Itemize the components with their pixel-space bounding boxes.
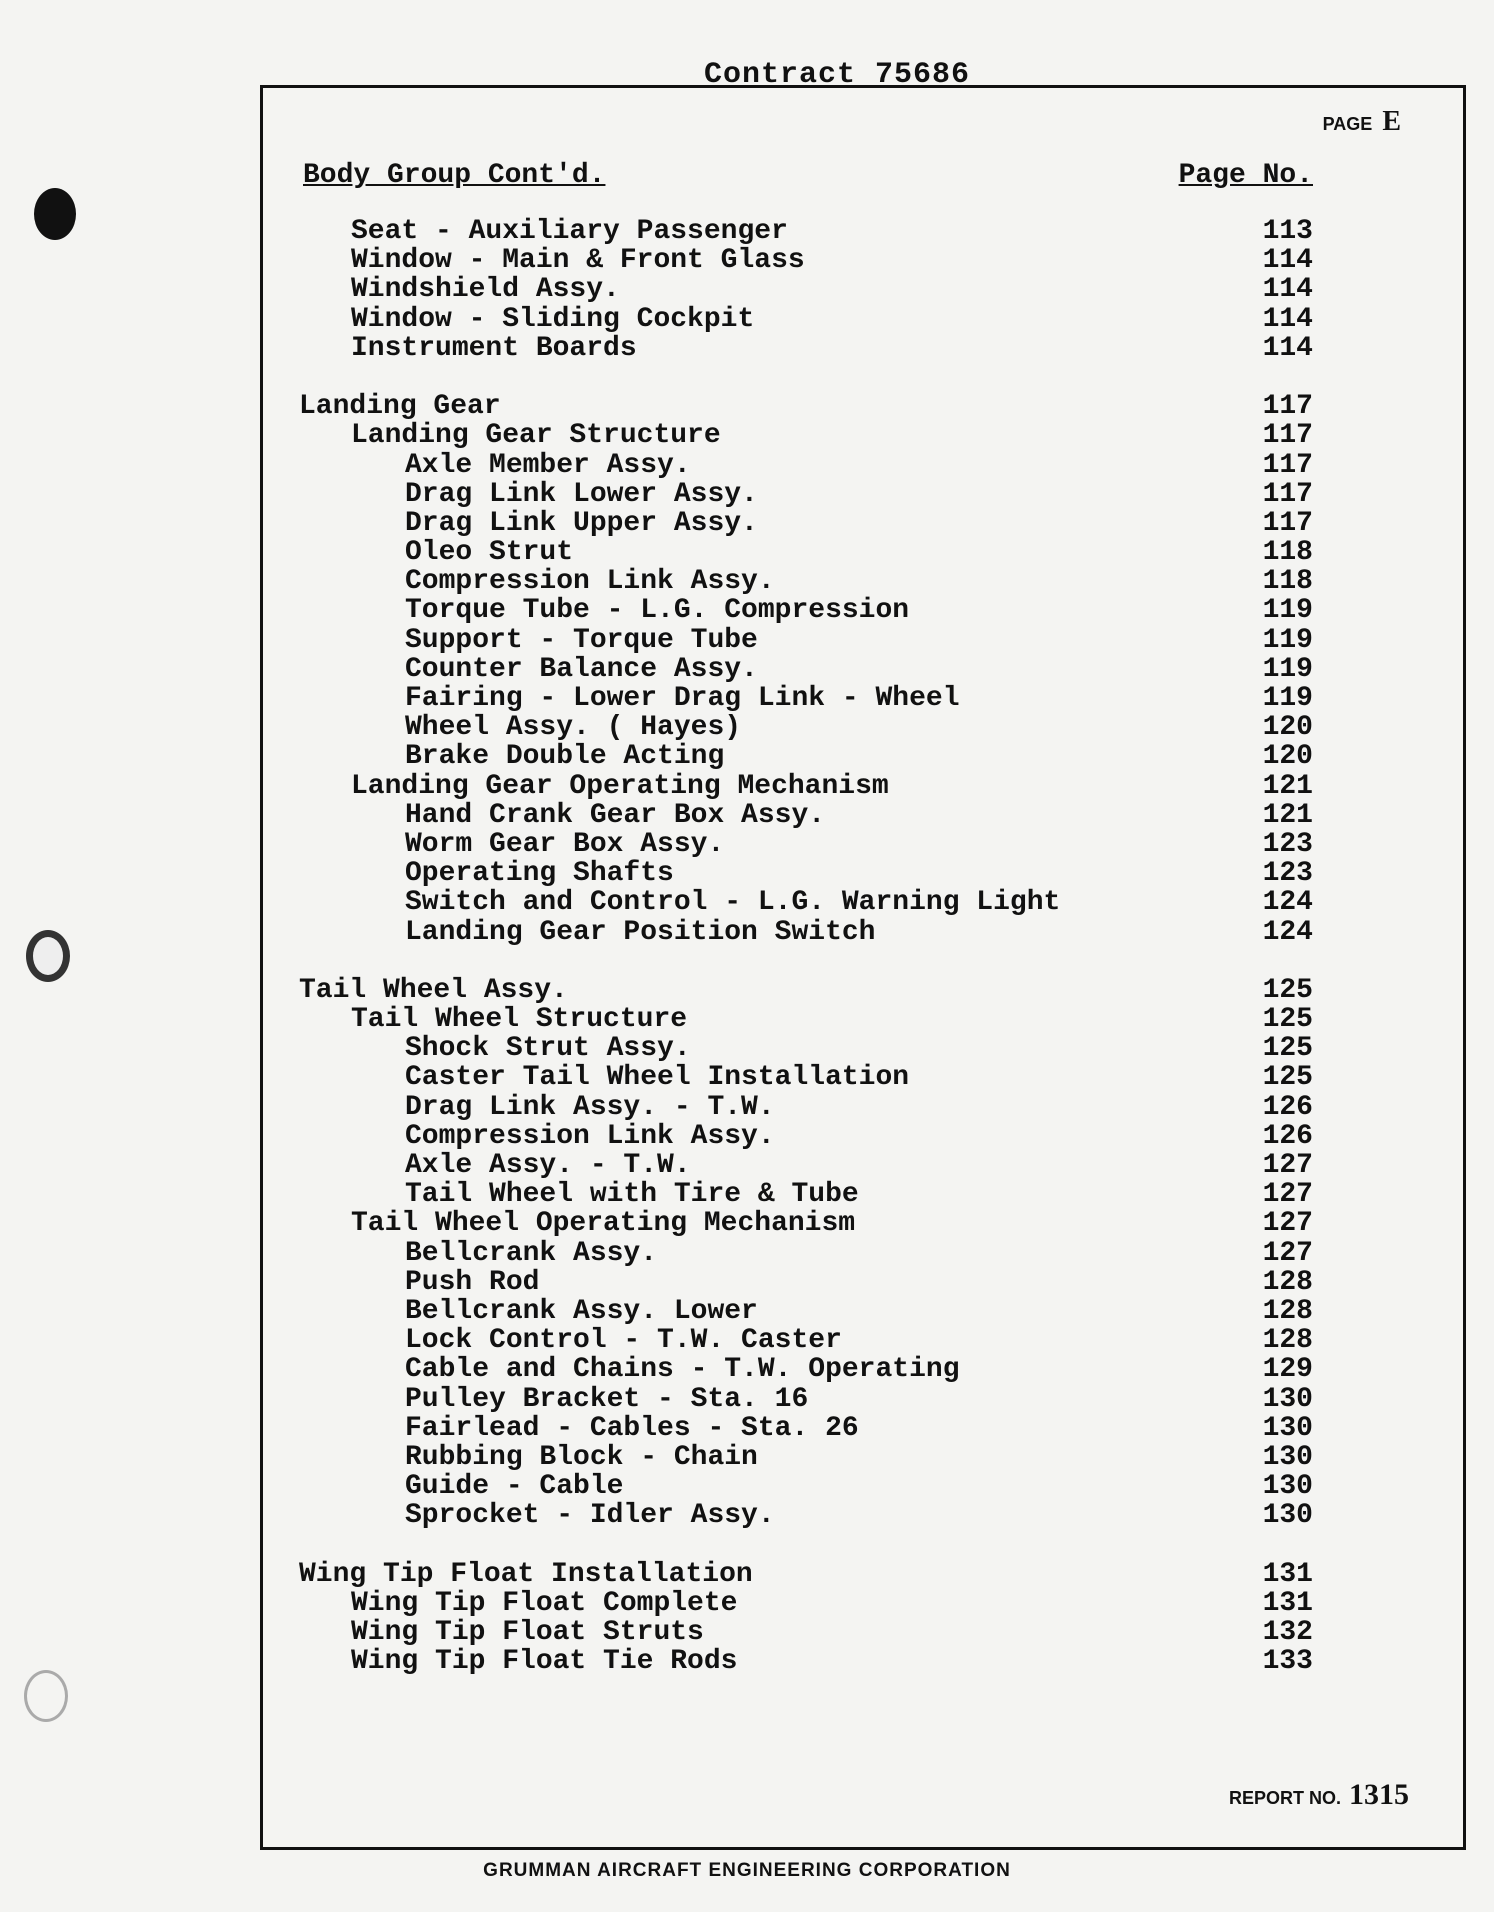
toc-entry-title: Bellcrank Assy. Lower	[405, 1295, 758, 1327]
toc-entry-title: Fairing - Lower Drag Link - Wheel	[405, 683, 960, 714]
toc-entry	[263, 1062, 1463, 1094]
toc-entry-title: Support - Torque Tube	[405, 624, 758, 656]
toc-entry	[263, 1617, 1463, 1646]
toc-entry	[263, 391, 1463, 423]
binder-hole-bottom	[24, 1670, 68, 1722]
toc-entry-page: 128	[1262, 1266, 1313, 1298]
company-footer: GRUMMAN AIRCRAFT ENGINEERING CORPORATION	[483, 1860, 1011, 1881]
toc-entry-page: 117	[1262, 478, 1313, 510]
toc-entry	[263, 450, 1463, 479]
toc-entry	[263, 771, 1463, 800]
toc-entry	[263, 1150, 1463, 1179]
toc-entry-page: 113	[1262, 216, 1313, 247]
toc-entry	[263, 216, 1463, 245]
toc-entry	[263, 625, 1463, 654]
toc-entry-title: Axle Member Assy.	[405, 449, 691, 481]
toc-entry-page: 130	[1262, 1441, 1313, 1473]
toc-entry-title: Wing Tip Float Tie Rods	[351, 1646, 738, 1678]
toc-entry-title: Landing Gear	[299, 391, 501, 423]
toc-entry	[263, 1646, 1463, 1678]
toc-entry	[263, 917, 1463, 946]
toc-entry-page: 130	[1262, 1500, 1313, 1532]
report-value: 1315	[1349, 1778, 1409, 1811]
toc-entry	[263, 479, 1463, 508]
toc-entry	[263, 829, 1463, 858]
toc-entry	[263, 1471, 1463, 1503]
toc-entry-title: Wing Tip Float Struts	[351, 1617, 704, 1648]
toc-entry-title: Worm Gear Box Assy.	[405, 828, 725, 860]
toc-entry	[263, 741, 1463, 773]
toc-entry-title: Tail Wheel Structure	[351, 1004, 688, 1036]
toc-entry	[263, 1121, 1463, 1150]
toc-entry-page: 117	[1262, 507, 1313, 539]
toc-entry	[263, 566, 1463, 598]
toc-entry-page: 114	[1262, 245, 1313, 277]
toc-entry	[263, 1384, 1463, 1413]
toc-entry	[263, 595, 1463, 627]
toc-entry	[263, 1267, 1463, 1296]
toc-entry	[263, 1033, 1463, 1065]
toc-entry-page: 126	[1262, 1120, 1313, 1152]
toc-entry-title: Cable and Chains - T.W. Operating	[405, 1354, 960, 1386]
toc-entry-page: 117	[1262, 420, 1313, 452]
toc-entry-title: Counter Balance Assy.	[405, 653, 758, 685]
page-number-heading: Page No.	[1178, 160, 1313, 191]
section-heading: Body Group Cont'd.	[303, 160, 606, 191]
toc-entry-page: 117	[1262, 391, 1313, 423]
toc-entry-page: 121	[1262, 799, 1313, 831]
toc-entry-page: 121	[1262, 770, 1313, 802]
toc-spacer	[263, 362, 1463, 391]
toc-entry-page: 118	[1262, 537, 1313, 569]
toc-entry-title: Drag Link Upper Assy.	[405, 507, 758, 539]
toc-entry-page: 127	[1262, 1237, 1313, 1269]
toc-entry-title: Compression Link Assy.	[405, 1120, 775, 1152]
toc-entry-title: Seat - Auxiliary Passenger	[351, 216, 788, 247]
toc-entry	[263, 800, 1463, 829]
toc-entry	[263, 1238, 1463, 1267]
toc-entry-title: Landing Gear Operating Mechanism	[351, 770, 889, 802]
toc-entry	[263, 1004, 1463, 1036]
toc-entry	[263, 1208, 1463, 1240]
toc-entry	[263, 654, 1463, 683]
binder-hole-middle	[26, 930, 70, 982]
toc-entry	[263, 858, 1463, 890]
toc-entry-page: 119	[1262, 653, 1313, 685]
toc-entry-page: 131	[1262, 1558, 1313, 1590]
binder-hole-top	[34, 188, 76, 240]
toc-entry-title: Wing Tip Float Complete	[351, 1587, 738, 1619]
toc-entry-title: Oleo Strut	[405, 537, 574, 569]
toc-entry	[263, 1325, 1463, 1357]
toc-entry	[263, 1296, 1463, 1325]
toc-entry-page: 128	[1262, 1325, 1313, 1357]
toc-entry	[263, 1092, 1463, 1121]
toc-entry-title: Wing Tip Float Installation	[299, 1558, 753, 1590]
toc-entry	[263, 712, 1463, 744]
report-number	[1229, 1778, 1409, 1812]
toc-entry-page: 114	[1262, 332, 1313, 364]
toc-entry-page: 114	[1262, 303, 1313, 335]
toc-entry	[263, 683, 1463, 712]
toc-spacer	[263, 1529, 1463, 1558]
toc-entry-title: Bellcrank Assy.	[405, 1237, 658, 1269]
toc-entry-title: Tail Wheel with Tire & Tube	[405, 1179, 859, 1211]
table-of-contents	[263, 216, 1463, 1678]
contract-number: Contract 75686	[704, 58, 971, 92]
toc-entry-title: Windshield Assy.	[351, 274, 620, 306]
toc-entry-title: Landing Gear Structure	[351, 420, 721, 452]
toc-entry	[263, 420, 1463, 452]
toc-entry-page: 123	[1262, 858, 1313, 890]
toc-entry-title: Drag Link Lower Assy.	[405, 478, 758, 510]
toc-entry-title: Compression Link Assy.	[405, 566, 775, 598]
toc-entry-title: Brake Double Acting	[405, 741, 725, 773]
toc-entry-page: 127	[1262, 1179, 1313, 1211]
toc-entry-title: Switch and Control - L.G. Warning Light	[405, 887, 1061, 919]
toc-entry-page: 130	[1262, 1412, 1313, 1444]
toc-entry	[263, 245, 1463, 277]
toc-entry-title: Push Rod	[405, 1266, 540, 1298]
toc-entry-title: Shock Strut Assy.	[405, 1033, 691, 1065]
toc-entry	[263, 274, 1463, 306]
toc-entry	[263, 333, 1463, 362]
toc-entry-page: 132	[1262, 1617, 1313, 1648]
toc-entry-title: Hand Crank Gear Box Assy.	[405, 799, 826, 831]
toc-entry-page: 126	[1262, 1091, 1313, 1123]
report-label: REPORT NO.	[1228, 1788, 1341, 1808]
toc-entry-title: Tail Wheel Assy.	[299, 974, 568, 1006]
toc-entry	[263, 304, 1463, 333]
toc-entry-title: Wheel Assy. ( Hayes)	[405, 712, 742, 744]
toc-entry-title: Instrument Boards	[351, 332, 637, 364]
toc-entry-page: 120	[1262, 741, 1313, 773]
toc-entry	[263, 1500, 1463, 1532]
toc-entry-page: 127	[1262, 1150, 1313, 1181]
toc-entry-page: 120	[1262, 712, 1313, 744]
page-letter: E	[1382, 106, 1401, 137]
toc-entry-title: Lock Control - T.W. Caster	[405, 1325, 842, 1357]
toc-entry-title: Window - Main & Front Glass	[351, 245, 805, 277]
toc-entry-page: 131	[1262, 1587, 1313, 1619]
toc-entry-page: 127	[1262, 1208, 1313, 1240]
toc-entry-page: 119	[1262, 595, 1313, 627]
toc-entry-page: 128	[1262, 1295, 1313, 1327]
toc-entry-title: Caster Tail Wheel Installation	[405, 1062, 910, 1094]
toc-entry-page: 129	[1262, 1354, 1313, 1386]
toc-entry-page: 130	[1262, 1383, 1313, 1415]
toc-entry-page: 133	[1262, 1646, 1313, 1678]
toc-entry	[263, 975, 1463, 1004]
toc-entry-page: 125	[1262, 1033, 1313, 1065]
page-frame	[260, 85, 1466, 1850]
toc-entry-title: Fairlead - Cables - Sta. 26	[405, 1412, 859, 1444]
toc-entry	[263, 1588, 1463, 1617]
toc-entry	[263, 1559, 1463, 1588]
toc-entry-page: 124	[1262, 887, 1313, 919]
toc-entry	[263, 1179, 1463, 1211]
toc-entry	[263, 887, 1463, 919]
toc-entry-page: 124	[1262, 916, 1313, 948]
toc-entry-page: 130	[1262, 1471, 1313, 1503]
toc-entry-page: 119	[1262, 683, 1313, 714]
toc-entry-title: Sprocket - Idler Assy.	[405, 1500, 775, 1532]
toc-entry-page: 125	[1262, 1004, 1313, 1036]
page-indicator	[1323, 106, 1401, 138]
toc-entry-page: 117	[1262, 449, 1313, 481]
toc-entry-title: Landing Gear Position Switch	[405, 916, 876, 948]
toc-entry-title: Torque Tube - L.G. Compression	[405, 595, 910, 627]
toc-entry-title: Pulley Bracket - Sta. 16	[405, 1383, 809, 1415]
toc-entry-title: Tail Wheel Operating Mechanism	[351, 1208, 856, 1240]
toc-entry	[263, 1354, 1463, 1386]
toc-entry-page: 125	[1262, 1062, 1313, 1094]
toc-spacer	[263, 946, 1463, 975]
toc-entry-title: Operating Shafts	[405, 858, 674, 890]
toc-entry	[263, 1413, 1463, 1442]
toc-entry	[263, 508, 1463, 537]
toc-entry-page: 119	[1262, 624, 1313, 656]
toc-entry-page: 125	[1262, 974, 1313, 1006]
toc-entry-title: Axle Assy. - T.W.	[405, 1150, 691, 1181]
toc-entry	[263, 537, 1463, 569]
toc-entry-page: 118	[1262, 566, 1313, 598]
toc-entry-page: 114	[1262, 274, 1313, 306]
page-label: PAGE	[1322, 114, 1373, 134]
toc-entry-title: Drag Link Assy. - T.W.	[405, 1091, 775, 1123]
toc-entry-page: 123	[1262, 828, 1313, 860]
toc-entry-title: Window - Sliding Cockpit	[351, 303, 755, 335]
toc-entry-title: Rubbing Block - Chain	[405, 1441, 758, 1473]
toc-entry-title: Guide - Cable	[405, 1471, 624, 1503]
toc-entry	[263, 1442, 1463, 1471]
